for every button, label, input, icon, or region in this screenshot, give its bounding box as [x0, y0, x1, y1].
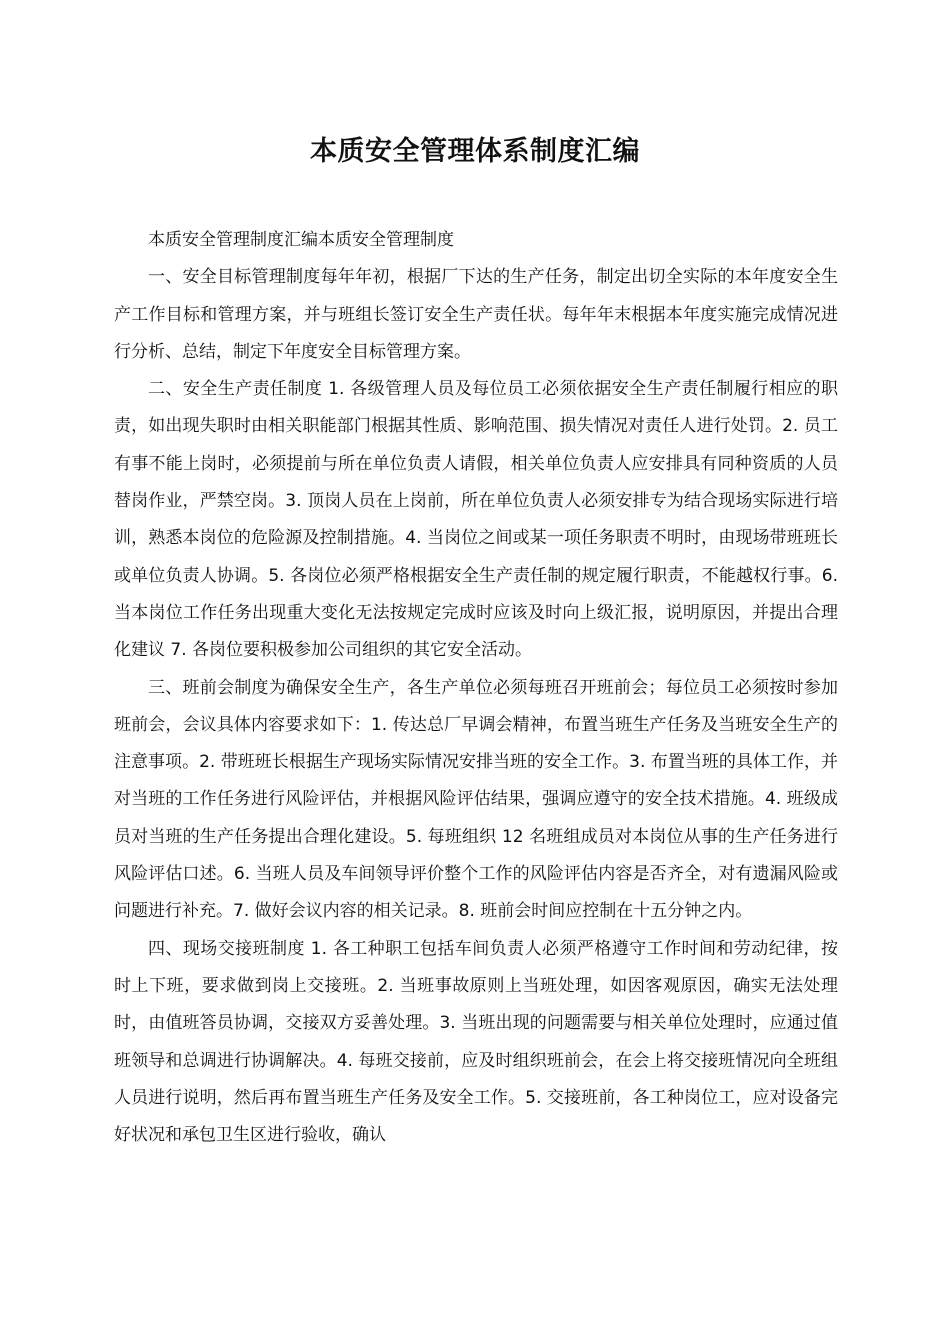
paragraph-pre-shift-meeting: 三、班前会制度为确保安全生产，各生产单位必须每班召开班前会；每位员工必须按时参加班前会，会议具体内容要求如下：1. 传达总厂早调会精神，布置当班生产任务及当班安全生产的注意事项。2. 带班班长根据生产现场实际情况安排当班的安全工作。3. 布置当班的具体工作，并对当班的工作任务进行风险评估，并根据风险评估结果，强调应遵守的安全技术措施。4. 班级成员对当班的生产任务提出合理化建设。5. 每班组织 12 名班组成员对本岗位从事的生产任务进行风险评估口述。6. 当班人员及车间领导评价整个工作的风险评估内容是否齐全，对有遗漏风险或问题进行补充。7. 做好会议内容的相关记录。8. 班前会时间应控制在十五分钟之内。 [114, 677, 838, 922]
document-body [114, 222, 838, 1154]
paragraph-intro: 本质安全管理制度汇编本质安全管理制度 [148, 230, 454, 250]
paragraph-safety-responsibility: 二、安全生产责任制度 1. 各级管理人员及每位员工必须依据安全生产责任制履行相应的职责，如出现失职时由相关职能部门根据其性质、影响范围、损失情况对责任人进行处罚。2. 员工有事不能上岗时，必须提前与所在单位负责人请假，相关单位负责人应安排具有同种资质的人员替岗作业，严禁空岗。3. 顶岗人员在上岗前，所在单位负责人必须安排专为结合现场实际进行培训，熟悉本岗位的危险源及控制措施。4. 当岗位之间或某一项任务职责不明时，由现场带班班长或单位负责人协调。5. 各岗位必须严格根据安全生产责任制的规定履行职责，不能越权行事。6. 当本岗位工作任务出现重大变化无法按规定完成时应该及时向上级汇报，说明原因，并提出合理化建议 7. 各岗位要积极参加公司组织的其它安全活动。 [114, 379, 838, 661]
paragraph-shift-handover: 四、现场交接班制度 1. 各工种职工包括车间负责人必须严格遵守工作时间和劳动纪律，按时上下班，要求做到岗上交接班。2. 当班事故原则上当班处理，如因客观原因，确实无法处理时，由值班答员协调，交接双方妥善处理。3. 当班出现的问题需要与相关单位处理时，应通过值班领导和总调进行协调解决。4. 每班交接前，应及时组织班前会，在会上将交接班情况向全班组人员进行说明，然后再布置当班生产任务及安全工作。5. 交接班前，各工种岗位工，应对设备完好状况和承包卫生区进行验收，确认 [114, 938, 838, 1146]
paragraph-safety-goal-management: 一、安全目标管理制度每年年初，根据厂下达的生产任务，制定出切全实际的本年度安全生产工作目标和管理方案，并与班组长签订安全生产责任状。每年年末根据本年度实施完成情况进行分析、总结，制定下年度安全目标管理方案。 [114, 267, 838, 362]
document-title: 本质安全管理体系制度汇编 [310, 136, 640, 167]
